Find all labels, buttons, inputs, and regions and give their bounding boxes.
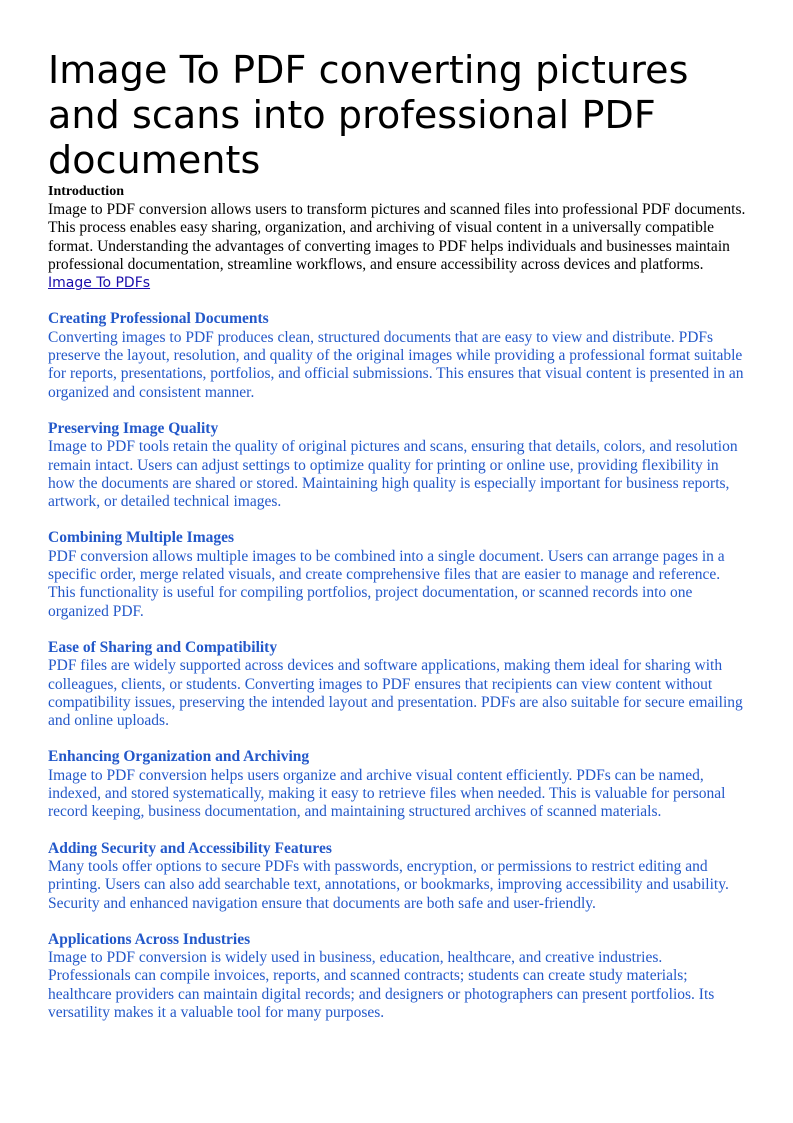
section-body: Many tools offer options to secure PDFs with passwords, encryption, or permissions to restrict editing and printing. Users can also add searchable text, annotations, or bookmarks, improving accessibility and usability. Security and enhanced navigation ensure that documents are both safe and user-friendly. xyxy=(48,857,729,912)
section-heading: Adding Security and Accessibility Features xyxy=(48,839,332,857)
section-heading: Preserving Image Quality xyxy=(48,419,219,437)
section-body: Image to PDF tools retain the quality of original pictures and scans, ensuring that details, colors, and resolution remain intact. Users can adjust settings to optimize quality for printing or online use, providing flexibility in how the documents are shared or stored. Maintaining high quality is especially important for business reports, artwork, or detailed technical images. xyxy=(48,438,738,511)
intro-section xyxy=(48,183,748,292)
section-preserving-image-quality xyxy=(48,420,748,511)
section-heading: Creating Professional Documents xyxy=(48,310,269,328)
section-body: Image to PDF conversion helps users organize and archive visual content efficiently. PDFs can be named, indexed, and stored systematically, making it easy to retrieve files when needed. This is valuable for personal record keeping, business documentation, and maintaining structured archives of scanned materials. xyxy=(48,766,726,821)
section-organization-archiving xyxy=(48,748,748,821)
intro-heading: Introduction xyxy=(48,184,124,199)
section-heading: Applications Across Industries xyxy=(48,930,251,948)
section-heading: Combining Multiple Images xyxy=(48,529,235,547)
section-body: Converting images to PDF produces clean, structured documents that are easy to view and distribute. PDFs preserve the layout, resolution, and quality of the original images while providing a professional format suitable for reports, presentations, portfolios, and official submissions. This ensures that visual content is presented in an organized and consistent manner. xyxy=(48,328,744,401)
intro-body xyxy=(48,201,748,292)
section-ease-of-sharing xyxy=(48,639,748,730)
section-heading: Ease of Sharing and Compatibility xyxy=(48,638,278,656)
image-to-pdfs-link[interactable]: Image To PDFs xyxy=(48,275,151,292)
section-applications-industries xyxy=(48,931,748,1022)
section-heading: Enhancing Organization and Archiving xyxy=(48,748,310,766)
page-title: Image To PDF converting pictures and scans into professional PDF documents xyxy=(48,48,689,182)
section-body: PDF conversion allows multiple images to be combined into a single document. Users can arrange pages in a specific order, merge related visuals, and create comprehensive files that are easier to manage and reference. This functionality is useful for compiling portfolios, project documentation, or scanned records into one organized PDF. xyxy=(48,547,725,620)
section-creating-professional-documents xyxy=(48,310,748,401)
section-body: Image to PDF conversion is widely used in business, education, healthcare, and creative industries. Professionals can compile invoices, reports, and scanned contracts; students can create study materials; healthcare providers can maintain digital records; and designers or photographers can present portfolios. Its versatility makes it a valuable tool for many purposes. xyxy=(48,949,715,1021)
section-security-accessibility xyxy=(48,840,748,913)
document-page xyxy=(48,48,748,1022)
section-combining-multiple-images xyxy=(48,529,748,620)
intro-text: Image to PDF conversion allows users to transform pictures and scanned files into professional PDF documents. This process enables easy sharing, organization, and archiving of visual content in a universally compatible format. Understanding the advantages of converting images to PDF helps individuals and businesses maintain professional documentation, streamline workflows, and ensure accessibility across devices and platforms. xyxy=(48,201,746,273)
section-body: PDF files are widely supported across devices and software applications, making them ideal for sharing with colleagues, clients, or students. Converting images to PDF ensures that recipients can view content without compatibility issues, preserving the intended layout and presentation. PDFs are also suitable for secure emailing and online uploads. xyxy=(48,657,743,730)
